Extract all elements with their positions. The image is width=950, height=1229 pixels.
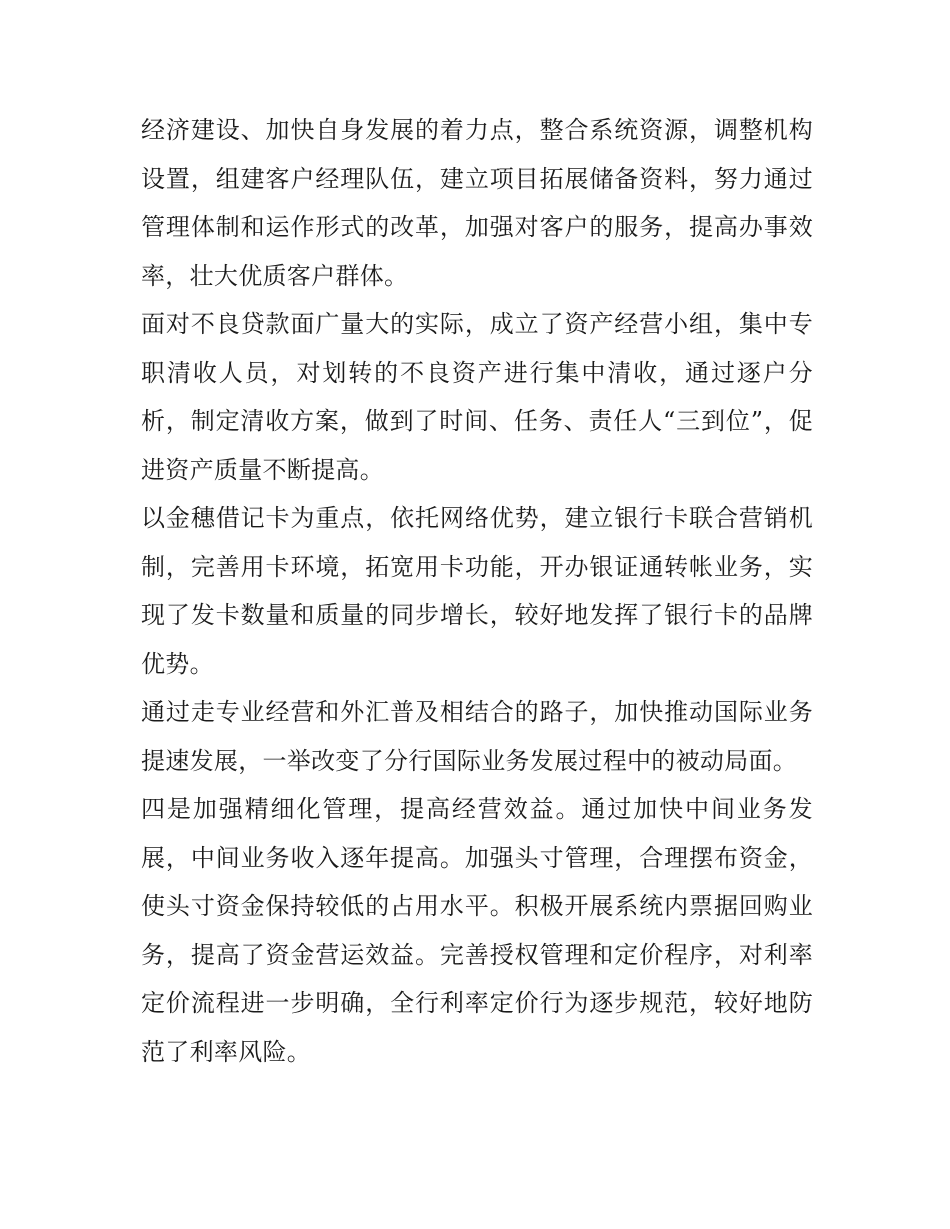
- paragraph-bad-loan-recovery: 面对不良贷款面广量大的实际，成立了资产经营小组，集中专职清收人员，对划转的不良资产进行集中清收，通过逐户分析，制定清收方案，做到了时间、任务、责任人“三到位”，促进资产质量不断提高。: [141, 310, 813, 484]
- paragraph-refined-management: 四是加强精细化管理，提高经营效益。通过加快中间业务发展，中间业务收入逐年提高。加强头寸管理，合理摆布资金，使头寸资金保持较低的占用水平。积极开展系统内票据回购业务，提高了资金营运效益。完善授权管理和定价程序，对利率定价流程进一步明确，全行利率定价行为逐步规范，较好地防范了利率风险。: [141, 795, 813, 1066]
- document-body: [141, 106, 813, 1076]
- paragraph-international-business: 通过走专业经营和外汇普及相结合的路子，加快推动国际业务提速发展，一举改变了分行国际业务发展过程中的被动局面。: [141, 698, 813, 775]
- paragraph-bank-card: 以金穗借记卡为重点，依托网络优势，建立银行卡联合营销机制，完善用卡环境，拓宽用卡功能，开办银证通转帐业务，实现了发卡数量和质量的同步增长，较好地发挥了银行卡的品牌优势。: [141, 504, 813, 678]
- paragraph-institutional-reform: 经济建设、加快自身发展的着力点，整合系统资源，调整机构设置，组建客户经理队伍，建立项目拓展储备资料，努力通过管理体制和运作形式的改革，加强对客户的服务，提高办事效率，壮大优质客户群体。: [141, 116, 813, 290]
